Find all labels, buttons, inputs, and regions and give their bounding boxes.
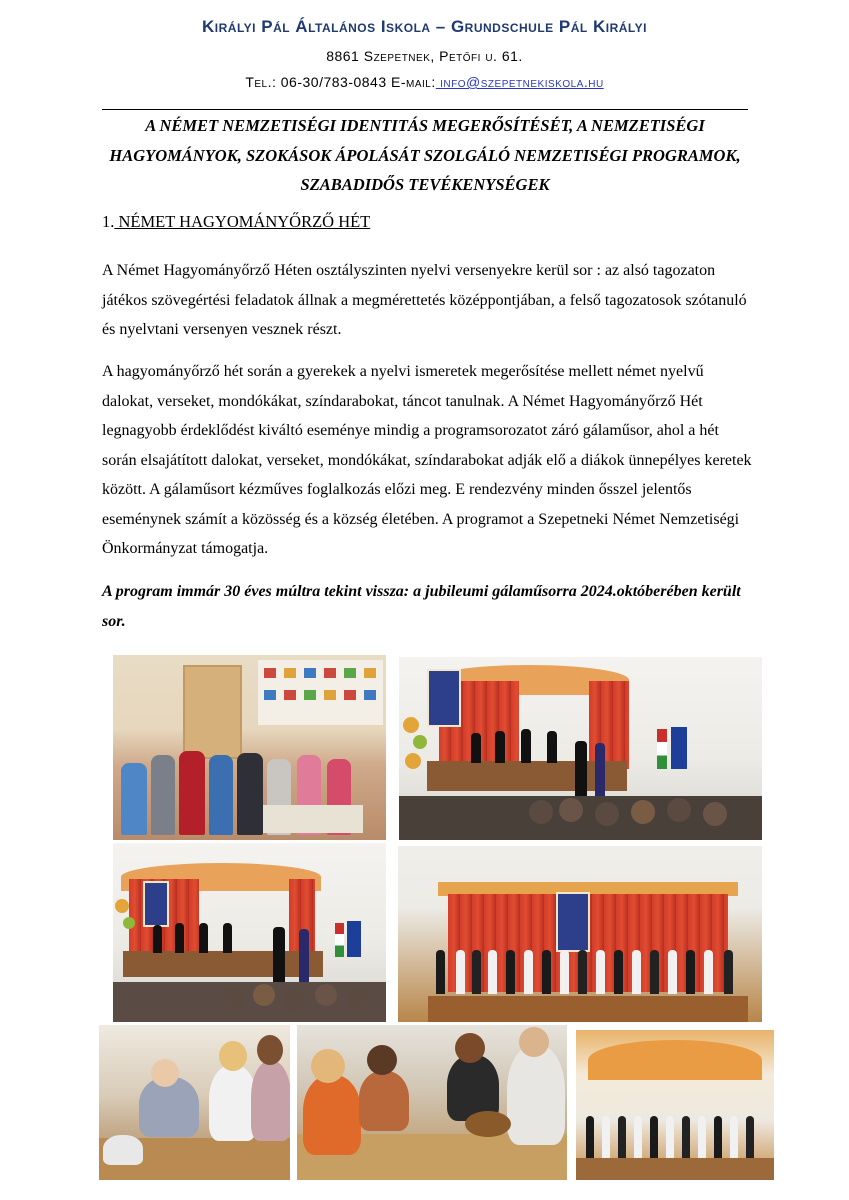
email-link[interactable]: info@szepetnekiskola.hu	[435, 74, 604, 90]
paragraph-1: A Német Hagyományőrző Héten osztályszinten nyelvi versenyekre kerül sor : az alsó tagozaton játékos szövegértési feladatok állnak a megmérettetés középpontjában, a felső tagozatosok szótanuló és nyelvtani versenyen vesznek részt.	[102, 262, 747, 338]
school-address: 8861 Szepetnek, Petőfi u. 61.	[326, 48, 523, 64]
craft-workshop-photo	[99, 1025, 290, 1180]
contact-line	[0, 74, 849, 90]
craft-workshop-photo-2	[297, 1025, 567, 1180]
email-label: E-mail:	[391, 74, 436, 90]
stage-band-photo-2	[113, 843, 386, 1022]
document-heading	[100, 111, 750, 200]
heading-line-2: HAGYOMÁNYOK, SZOKÁSOK ÁPOLÁSÁT SZOLGÁLÓ NEMZETISÉGI PROGRAMOK,	[109, 145, 741, 165]
paragraph-highlight: A program immár 30 éves múltra tekint vissza: a jubileumi gálaműsorra 2024.októberében került sor.	[102, 583, 741, 630]
classroom-photo	[113, 655, 386, 840]
choir-stage-photo	[576, 1030, 774, 1180]
gala-choir-photo	[398, 846, 762, 1022]
heading-line-1: A NÉMET NEMZETISÉGI IDENTITÁS MEGERŐSÍTÉSÉT, A NEMZETISÉGI	[145, 116, 705, 135]
section-title-text: NÉMET HAGYOMÁNYŐRZŐ HÉT	[114, 212, 371, 231]
school-name: Királyi Pál Általános Iskola – Grundschule Pál Királyi	[202, 17, 647, 36]
stage-band-photo	[399, 657, 762, 840]
section-number: 1.	[102, 212, 115, 231]
heading-line-3: SZABADIDŐS TEVÉKENYSÉGEK	[300, 175, 550, 194]
paragraph-2: A hagyományőrző hét során a gyerekek a nyelvi ismeretek megerősítése mellett német nyelvű dalokat, verseket, mondókákat, színdarabokat, táncot tanulnak. A Német Hagyományőrző Hét legnagyobb érdeklődést kiváltó eseménye mindig a programsorozatot záró gálaműsor, ahol a hét során elsajátított dalokat, verseket, mondókákat, színdarabokat adják elő a diákok ünnepélyes keretek között. A gálaműsort kézműves foglalkozás előzi meg. E rendezvény minden ősszel jelentős eseménynek számít a közösség és a község életében. A programot a Szepetneki Német Nemzetiségi Önkormányzat támogatja.	[102, 363, 752, 557]
section-title	[102, 212, 370, 232]
header-divider	[102, 109, 748, 110]
phone-text: Tel.: 06-30/783-0843	[245, 74, 387, 90]
